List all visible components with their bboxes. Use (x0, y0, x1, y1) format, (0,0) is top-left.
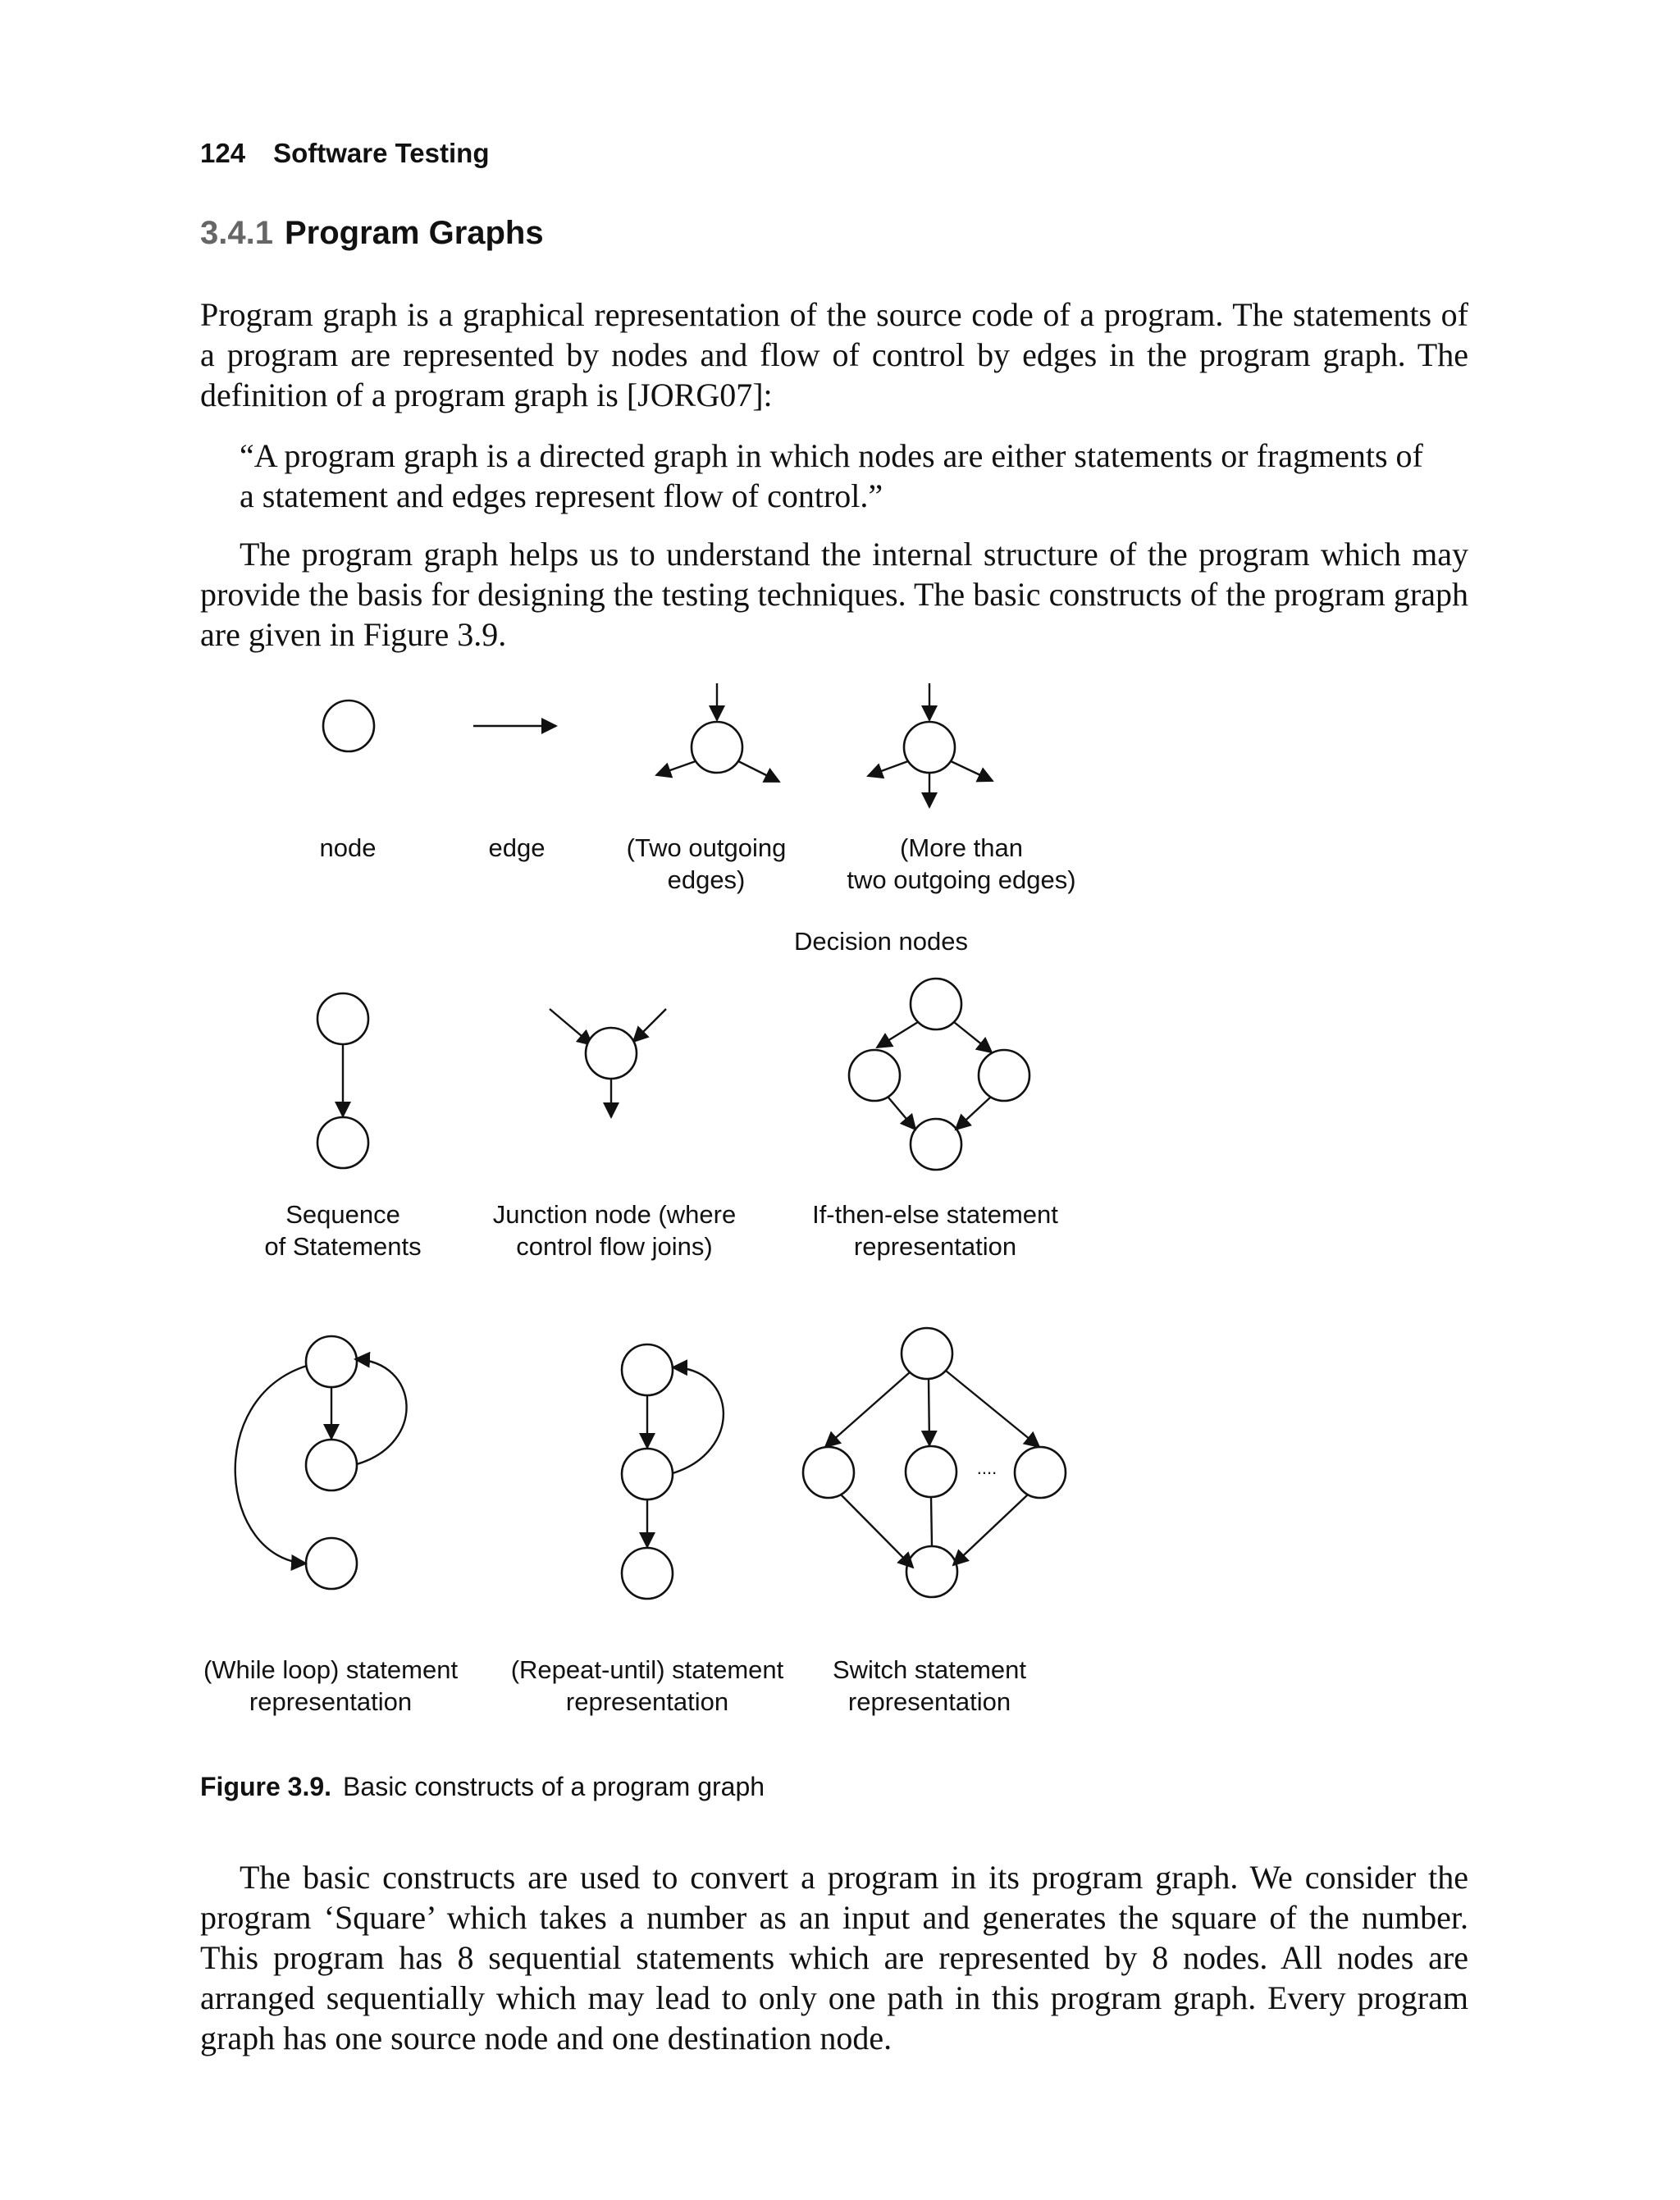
caption-text: Basic constructs of a program graph (343, 1772, 765, 1801)
graph-node (803, 1447, 854, 1498)
label-sequence-line2: of Statements (264, 1232, 422, 1261)
graph-edge (656, 761, 696, 775)
switch-construct (803, 1328, 1066, 1597)
label-sequence-line1: Sequence (285, 1200, 400, 1229)
graph-edge (868, 761, 908, 776)
node-construct (323, 701, 374, 751)
graph-edge (946, 1371, 1039, 1447)
graph-node (622, 1548, 673, 1599)
label-node: node (319, 833, 377, 862)
label-repeat-line2: representation (565, 1687, 729, 1716)
figure-caption (200, 1772, 765, 1802)
loop-exit-edge (235, 1366, 307, 1563)
label-decision-nodes: Decision nodes (794, 927, 968, 956)
structure-paragraph: The program graph helps us to understand the internal structure of the program which may provide the basis for designing the testing techniques. The basic constructs of the program graph are given in Figure 3.9. (200, 536, 1468, 653)
page-number: 124 (200, 138, 246, 168)
section-number: 3.4.1 (200, 215, 273, 251)
label-while-line2: representation (249, 1687, 413, 1716)
repeat-until-construct (622, 1344, 724, 1599)
graph-node (306, 1538, 357, 1589)
if-then-else-construct (849, 979, 1029, 1170)
graph-node (1015, 1447, 1066, 1498)
label-ifthen-line1: If-then-else statement (812, 1200, 1058, 1229)
loop-back-edge (673, 1367, 724, 1473)
graph-node (849, 1050, 900, 1101)
label-junction-line1: Junction node (where (492, 1200, 737, 1229)
intro-paragraph: Program graph is a graphical representation of the source code of a program. The statements of a program are represented by nodes and flow of control by edges in the program graph. The definition of a program graph is [JORG07]: (200, 296, 1468, 413)
graph-edge (888, 1098, 915, 1130)
graph-edge (738, 761, 779, 782)
graph-edge (956, 1098, 990, 1130)
label-junction-line2: control flow joins) (516, 1232, 713, 1261)
graph-node (306, 1336, 357, 1387)
label-two-outgoing-line1: (Two outgoing (626, 833, 787, 862)
label-switch-line2: representation (847, 1687, 1011, 1716)
graph-node (906, 1446, 956, 1497)
while-loop-construct (235, 1336, 407, 1589)
graph-edge (550, 1009, 592, 1045)
graph-node (902, 1328, 952, 1379)
graph-node (306, 1440, 357, 1490)
graph-edge (931, 1497, 932, 1546)
graph-edge (633, 1009, 666, 1042)
definition-quote: “A program graph is a directed graph in which nodes are either statements or fragments of a statement and edges represent flow of control.” (240, 437, 1423, 514)
graph-node (317, 993, 368, 1044)
graph-node (904, 722, 955, 773)
graph-edge (953, 1495, 1028, 1565)
switch-ellipsis: .... (976, 1458, 998, 1478)
graph-node (317, 1117, 368, 1168)
label-two-outgoing-line2: edges) (667, 865, 746, 894)
graph-edge (951, 761, 993, 781)
graph-edge (954, 1022, 992, 1052)
junction-construct (550, 1009, 666, 1117)
label-repeat-line1: (Repeat-until) statement (510, 1655, 784, 1684)
sequence-construct (317, 993, 368, 1168)
graph-node (911, 1119, 961, 1170)
label-more-than-line1: (More than (900, 833, 1023, 862)
graph-node (622, 1344, 673, 1395)
graph-node (586, 1028, 637, 1079)
graph-node (911, 979, 961, 1029)
graph-node (906, 1546, 957, 1597)
label-ifthen-line2: representation (853, 1232, 1017, 1261)
two-outgoing-decision (656, 683, 779, 782)
running-title: Software Testing (273, 138, 490, 168)
label-more-than-line2: two outgoing edges) (847, 865, 1076, 894)
multi-outgoing-decision (868, 683, 993, 807)
closing-paragraph: The basic constructs are used to convert a program in its program graph. We consider the program ‘Square’ which takes a number as an input and generates the square of the number. This program has 8 sequential statements which are represented by 8 nodes. All nodes are arranged sequentially which may lead to only one path in this program graph. Every program graph has one source node and one destination node. (200, 1859, 1468, 2056)
graph-node (979, 1050, 1029, 1101)
loop-back-edge (355, 1359, 407, 1464)
graph-node (323, 701, 374, 751)
graph-edge (825, 1372, 910, 1447)
graph-node (692, 722, 742, 773)
label-edge: edge (488, 833, 546, 862)
section-title: Program Graphs (284, 215, 544, 251)
label-while-line1: (While loop) statement (203, 1655, 459, 1684)
caption-number: Figure 3.9. (200, 1772, 332, 1801)
label-switch-line1: Switch statement (832, 1655, 1027, 1684)
graph-edge (841, 1495, 913, 1568)
graph-node (622, 1449, 673, 1499)
graph-edge (877, 1022, 918, 1048)
